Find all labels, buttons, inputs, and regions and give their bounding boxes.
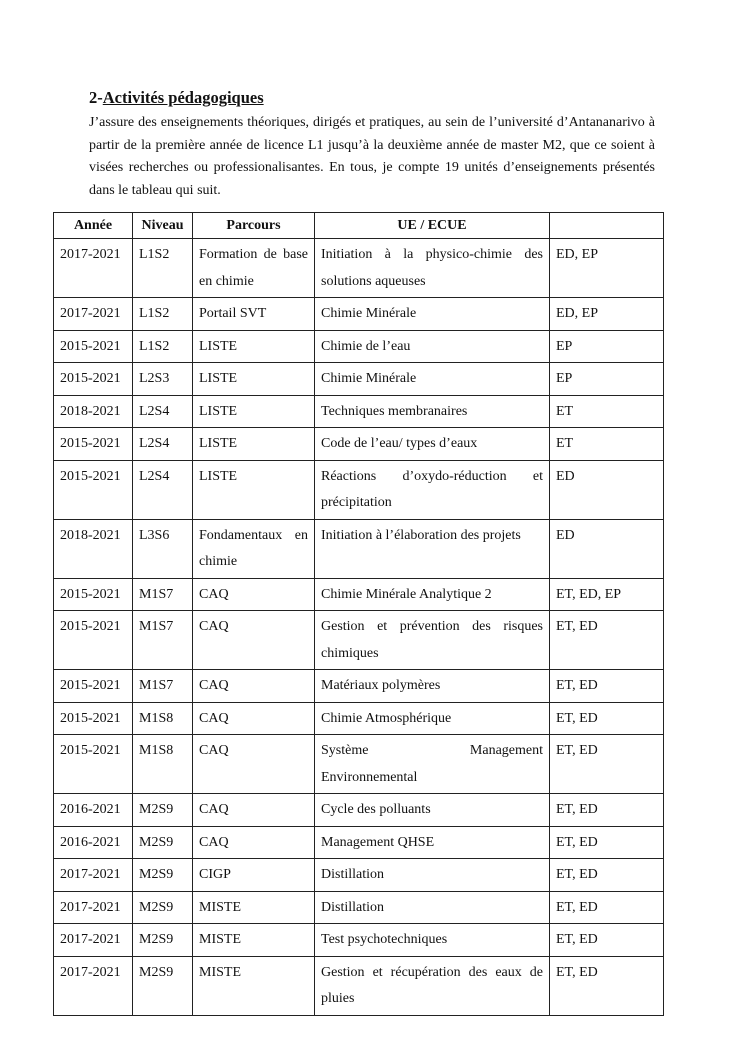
cell-niveau: M1S7 [133,578,193,611]
cell-annee: 2015-2021 [54,428,133,461]
table-row [54,891,664,924]
table-row [54,924,664,957]
cell-niveau: M2S9 [133,794,193,827]
cell-type: ED, EP [550,298,664,331]
intro-paragraph: J’assure des enseignements théoriques, dirigés et pratiques, au sein de l’université d’Antananarivo à partir de la première année de licence L1 jusqu’à la deuxième année de master M2, que ce soient à visées recherches ou professionalisantes. En tous, je compte 19 unités d’enseignements présentés dans le tableau qui suit. [89,115,655,198]
cell-ue-ecue: Initiation à l’élaboration des projets [315,519,550,578]
cell-niveau: M1S7 [133,611,193,670]
cell-annee: 2017-2021 [54,891,133,924]
cell-type: ET, ED [550,794,664,827]
cell-annee: 2015-2021 [54,330,133,363]
table-row [54,330,664,363]
table-row [54,519,664,578]
table-row [54,794,664,827]
cell-type: ET, ED [550,956,664,1015]
cell-ue-ecue: Chimie Minérale Analytique 2 [315,578,550,611]
cell-annee: 2016-2021 [54,826,133,859]
cell-ue-ecue: Chimie Atmosphérique [315,702,550,735]
cell-ue-ecue: Réactions d’oxydo-réduction et précipitation [315,460,550,519]
table-row [54,859,664,892]
cell-parcours: CAQ [193,826,315,859]
cell-ue-ecue: Code de l’eau/ types d’eaux [315,428,550,461]
table-row [54,298,664,331]
cell-annee: 2015-2021 [54,611,133,670]
cell-niveau: L1S2 [133,330,193,363]
cell-type: ET, ED [550,891,664,924]
cell-niveau: M2S9 [133,891,193,924]
cell-niveau: M1S8 [133,702,193,735]
cell-ue-ecue: Distillation [315,891,550,924]
cell-type: ET [550,395,664,428]
cell-annee: 2017-2021 [54,924,133,957]
cell-annee: 2015-2021 [54,735,133,794]
header-ue-ecue: UE / ECUE [315,213,550,239]
cell-parcours: CAQ [193,578,315,611]
cell-parcours: MISTE [193,924,315,957]
section-title: Activités pédagogiques [102,88,264,107]
cell-ue-ecue: Management QHSE [315,826,550,859]
table-row [54,826,664,859]
cell-niveau: L1S2 [133,298,193,331]
cell-annee: 2015-2021 [54,670,133,703]
table-row [54,395,664,428]
cell-ue-ecue: Initiation à la physico-chimie des solutions aqueuses [315,239,550,298]
cell-parcours: Portail SVT [193,298,315,331]
header-niveau: Niveau [133,213,193,239]
header-parcours: Parcours [193,213,315,239]
cell-parcours: CAQ [193,794,315,827]
cell-type: EP [550,363,664,396]
cell-ue-ecue: Chimie de l’eau [315,330,550,363]
cell-type: ET, ED [550,735,664,794]
cell-parcours: Formation de base en chimie [193,239,315,298]
header-annee: Année [54,213,133,239]
cell-niveau: M2S9 [133,826,193,859]
cell-niveau: L2S3 [133,363,193,396]
cell-ue-ecue: Système Management Environnemental [315,735,550,794]
cell-type: ET, ED [550,611,664,670]
cell-annee: 2017-2021 [54,239,133,298]
cell-type: ED [550,519,664,578]
cell-parcours: CAQ [193,670,315,703]
cell-type: ET, ED, EP [550,578,664,611]
cell-type: ED, EP [550,239,664,298]
section-number: 2- [89,88,103,107]
cell-ue-ecue: Gestion et récupération des eaux de pluies [315,956,550,1015]
cell-parcours: Fondamentaux en chimie [193,519,315,578]
table-row [54,956,664,1015]
cell-annee: 2017-2021 [54,298,133,331]
cell-niveau: M2S9 [133,859,193,892]
table-body [54,239,664,1016]
cell-type: ET, ED [550,670,664,703]
table-row [54,611,664,670]
header-type [550,213,664,239]
cell-ue-ecue: Chimie Minérale [315,363,550,396]
cell-parcours: MISTE [193,956,315,1015]
teaching-units-table [53,212,664,1016]
cell-niveau: L2S4 [133,428,193,461]
cell-annee: 2018-2021 [54,395,133,428]
cell-parcours: CIGP [193,859,315,892]
cell-niveau: M2S9 [133,956,193,1015]
cell-parcours: CAQ [193,611,315,670]
cell-annee: 2016-2021 [54,794,133,827]
cell-ue-ecue: Chimie Minérale [315,298,550,331]
cell-niveau: L2S4 [133,460,193,519]
cell-annee: 2015-2021 [54,363,133,396]
cell-ue-ecue: Gestion et prévention des risques chimiques [315,611,550,670]
cell-annee: 2015-2021 [54,578,133,611]
table-row [54,702,664,735]
cell-type: ET [550,428,664,461]
cell-parcours: LISTE [193,395,315,428]
table-row [54,670,664,703]
cell-parcours: MISTE [193,891,315,924]
cell-niveau: M1S7 [133,670,193,703]
table-row [54,460,664,519]
cell-type: ET, ED [550,924,664,957]
cell-niveau: L2S4 [133,395,193,428]
cell-ue-ecue: Test psychotechniques [315,924,550,957]
cell-annee: 2018-2021 [54,519,133,578]
cell-annee: 2015-2021 [54,702,133,735]
cell-type: ET, ED [550,859,664,892]
cell-parcours: LISTE [193,330,315,363]
cell-type: ET, ED [550,826,664,859]
cell-niveau: M1S8 [133,735,193,794]
cell-annee: 2017-2021 [54,956,133,1015]
cell-annee: 2017-2021 [54,859,133,892]
cell-parcours: LISTE [193,460,315,519]
cell-parcours: LISTE [193,363,315,396]
table-row [54,363,664,396]
table-row [54,428,664,461]
cell-type: ED [550,460,664,519]
table-row [54,239,664,298]
cell-ue-ecue: Matériaux polymères [315,670,550,703]
cell-niveau: M2S9 [133,924,193,957]
cell-parcours: CAQ [193,702,315,735]
cell-ue-ecue: Distillation [315,859,550,892]
cell-type: ET, ED [550,702,664,735]
cell-annee: 2015-2021 [54,460,133,519]
cell-niveau: L3S6 [133,519,193,578]
cell-type: EP [550,330,664,363]
cell-ue-ecue: Techniques membranaires [315,395,550,428]
cell-parcours: CAQ [193,735,315,794]
cell-parcours: LISTE [193,428,315,461]
section-heading [89,88,264,108]
table-header-row [54,213,664,239]
table-row [54,578,664,611]
table-row [54,735,664,794]
cell-niveau: L1S2 [133,239,193,298]
cell-ue-ecue: Cycle des polluants [315,794,550,827]
